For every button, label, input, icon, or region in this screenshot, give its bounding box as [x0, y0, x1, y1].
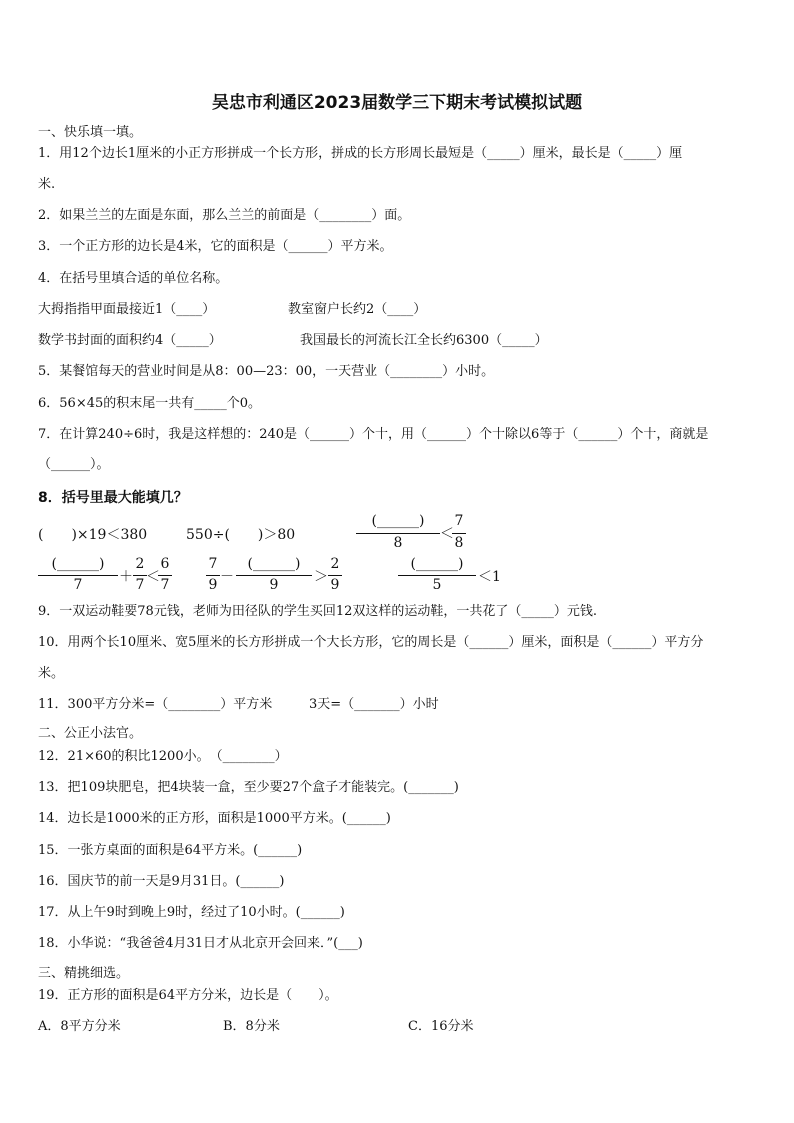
q8-fraction-3-relation: ＞: [314, 569, 328, 585]
section-heading-2: 二、公正小法官。: [38, 726, 143, 741]
question-1-line-1: 1．用12个边长1厘米的小正方形拼成一个长方形，拼成的长方形周长最短是（_____）厘米，最长是（_____）厘: [38, 146, 683, 161]
question-12: 12．21×60的积比1200小。 （________）: [38, 749, 288, 764]
q8-fraction-3-numerator: (______): [247, 556, 301, 572]
question-3: 3．一个正方形的边长是4米，它的面积是（______）平方米。: [38, 239, 393, 254]
question-17: 17．从上午9时到晚上9时，经过了10小时。(______): [38, 905, 345, 920]
question-9: 9．一双运动鞋要78元钱，老师为田径队的学生买回12双这样的运动鞋，一共花了（_____）元钱.: [38, 604, 597, 619]
q8-fraction-3-right-numerator: 2: [330, 556, 340, 572]
q8-fraction-2-term-denominator: 7: [135, 577, 145, 593]
q8-fraction-1-numerator: (______): [371, 513, 425, 529]
question-2: 2．如果兰兰的左面是东面，那么兰兰的前面是（________）面。: [38, 208, 411, 223]
q8-fraction-2-right-bar: [158, 575, 172, 576]
q8-fraction-4-bar: [398, 575, 476, 576]
question-16: 16．国庆节的前一天是9月31日。(______): [38, 874, 285, 889]
question-13: 13．把109块肥皂，把4块装一盒，至少要27个盒子才能装完。(_______): [38, 780, 459, 795]
question-4: 4．在括号里填合适的单位名称。: [38, 271, 229, 286]
q8-expression-2: 550÷( )＞80: [186, 527, 296, 543]
q8-fraction-2-operator: ＋: [119, 569, 133, 585]
question-8-heading: 8．括号里最大能填几？: [38, 490, 188, 506]
question-18: 18．小华说：“我爸爸4月31日才从北京开会回来．”(___): [38, 936, 363, 951]
question-19-option-c: C．16分米: [408, 1019, 474, 1034]
question-4-item-c: 数学书封面的面积约4（_____）: [38, 333, 222, 348]
question-10-line-2: 米。: [38, 666, 65, 681]
question-14: 14．边长是1000米的正方形，面积是1000平方米。(______): [38, 811, 391, 826]
question-5: 5．某餐馆每天的营业时间是从8：00—23：00，一天营业（________）小时。: [38, 364, 495, 379]
q8-fraction-1-right-denominator: 8: [454, 535, 464, 551]
q8-fraction-2-right-numerator: 6: [160, 556, 170, 572]
q8-fraction-4-relation: ＜1: [478, 569, 501, 585]
question-7-line-2: （______）。: [38, 457, 110, 472]
question-6: 6．56×45的积末尾一共有_____个0。: [38, 396, 262, 411]
q8-fraction-2-numerator: (______): [51, 556, 105, 572]
q8-fraction-2-relation: ＜: [146, 569, 160, 585]
q8-fraction-1-relation: ＜: [440, 526, 454, 542]
question-10-line-1: 10．用两个长10厘米、宽5厘米的长方形拼成一个大长方形，它的周长是（______）厘米，面积是（______）平方分: [38, 635, 704, 650]
question-19-option-a: A．8平方分米: [38, 1019, 121, 1034]
q8-fraction-4-denominator: 5: [432, 577, 442, 593]
question-11-part-b: 3天=（_______）小时: [309, 697, 439, 712]
q8-fraction-3-left-bar: [206, 575, 220, 576]
q8-fraction-3-bar: [236, 575, 312, 576]
section-heading-3: 三、精挑细选。: [38, 966, 130, 981]
question-11-part-a: 11．300平方分米=（________）平方米: [38, 697, 273, 712]
question-19: 19．正方形的面积是64平方分米，边长是（ ）。: [38, 988, 338, 1003]
q8-fraction-1-right-bar: [452, 533, 466, 534]
q8-fraction-3-right-denominator: 9: [330, 577, 340, 593]
question-4-item-d: 我国最长的河流长江全长约6300（_____）: [300, 333, 548, 348]
q8-fraction-4-numerator: (______): [410, 556, 464, 572]
q8-fraction-2-bar: [38, 575, 118, 576]
section-heading-1: 一、快乐填一填。: [38, 125, 143, 140]
q8-fraction-1-right-numerator: 7: [454, 513, 464, 529]
q8-fraction-3-right-bar: [328, 575, 342, 576]
page-title: 吴忠市利通区2023届数学三下期末考试模拟试题: [211, 93, 583, 113]
q8-fraction-2-term-bar: [133, 575, 147, 576]
q8-fraction-3-left-denominator: 9: [208, 577, 218, 593]
q8-fraction-1-denominator: 8: [393, 535, 403, 551]
q8-expression-1: ( )×19＜380: [38, 527, 148, 543]
question-1-line-2: 米.: [38, 177, 56, 192]
question-7-line-1: 7．在计算240÷6时，我是这样想的：240是（______）个十，用（______）个十除以6等于（______）个十，商就是: [38, 427, 709, 442]
q8-fraction-2-denominator: 7: [73, 577, 83, 593]
q8-fraction-2-right-denominator: 7: [160, 577, 170, 593]
q8-fraction-3-operator: －: [220, 569, 234, 585]
question-4-item-b: 教室窗户长约2（____）: [288, 302, 427, 317]
q8-fraction-1-bar: [356, 533, 440, 534]
question-15: 15．一张方桌面的面积是64平方米。(______): [38, 843, 303, 858]
question-19-option-b: B．8分米: [223, 1019, 280, 1034]
q8-fraction-3-denominator: 9: [269, 577, 279, 593]
q8-fraction-2-term-numerator: 2: [135, 556, 145, 572]
q8-fraction-3-left-numerator: 7: [208, 556, 218, 572]
question-4-item-a: 大拇指指甲面最接近1（____）: [38, 302, 216, 317]
